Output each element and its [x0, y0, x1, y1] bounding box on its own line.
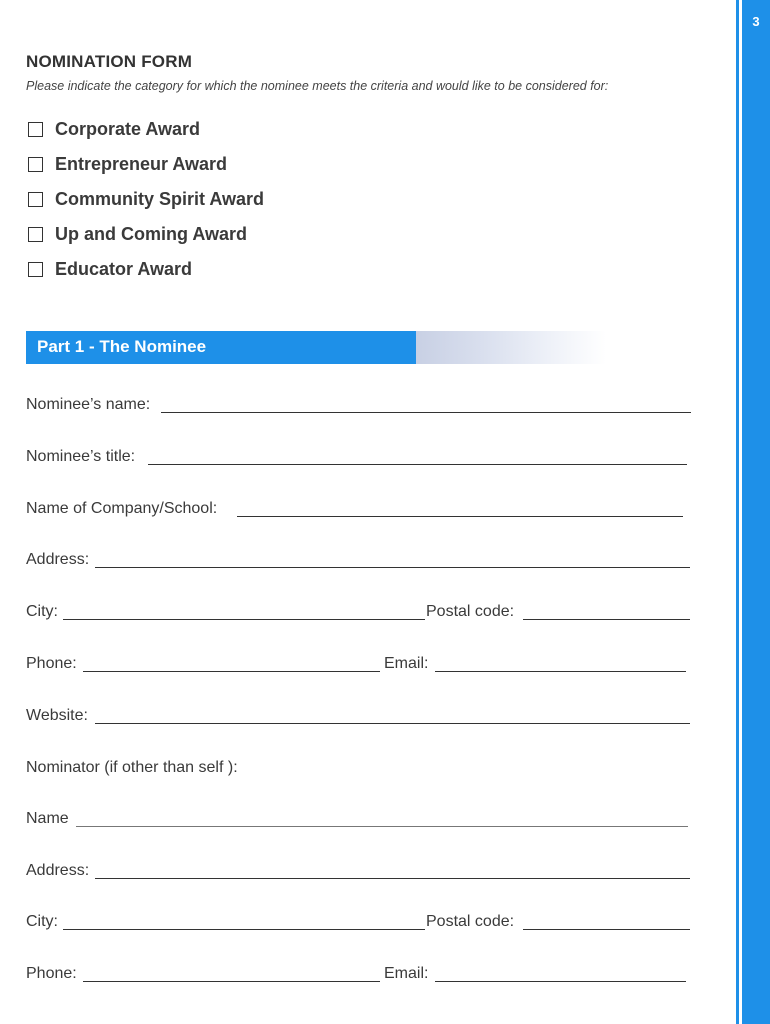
address-field[interactable]: [95, 567, 690, 568]
section-header-fade: [416, 331, 606, 364]
nominator-heading: Nominator (if other than self ):: [26, 759, 238, 776]
form-title: NOMINATION FORM: [26, 52, 193, 71]
award-option-up-and-coming[interactable]: [28, 217, 264, 252]
page-number: 3: [752, 14, 760, 29]
postal-code-label: Postal code:: [426, 603, 515, 620]
nominator-email-field[interactable]: [435, 981, 686, 982]
award-label: Up and Coming Award: [55, 224, 248, 244]
company-label: Name of Company/School:: [26, 500, 218, 517]
nominator-address-field[interactable]: [95, 878, 690, 879]
checkbox-community-spirit-award[interactable]: [28, 192, 43, 207]
postal-code-field[interactable]: [523, 619, 690, 620]
award-option-educator[interactable]: [28, 252, 264, 287]
section-title: Part 1 - The Nominee: [37, 337, 207, 356]
nominee-name-label: Nominee’s name:: [26, 396, 151, 413]
city-label: City:: [26, 603, 58, 620]
checkbox-corporate-award[interactable]: [28, 122, 43, 137]
website-field[interactable]: [95, 723, 690, 724]
side-stripe-thin: [736, 0, 739, 1024]
award-option-corporate[interactable]: [28, 112, 264, 147]
award-label: Community Spirit Award: [55, 189, 265, 209]
nominee-title-field[interactable]: [148, 464, 687, 465]
nominator-city-label: City:: [26, 913, 58, 930]
company-field[interactable]: [237, 516, 683, 517]
nominator-name-field[interactable]: [76, 826, 688, 827]
nominator-address-label: Address:: [26, 862, 90, 879]
email-label: Email:: [384, 655, 429, 672]
award-label: Corporate Award: [55, 119, 201, 139]
nominator-postal-code-field[interactable]: [523, 929, 690, 930]
award-category-list: [28, 112, 264, 287]
phone-label: Phone:: [26, 655, 77, 672]
nominator-postal-code-label: Postal code:: [426, 913, 515, 930]
nominator-phone-field[interactable]: [83, 981, 380, 982]
checkbox-educator-award[interactable]: [28, 262, 43, 277]
nominator-name-label: Name: [26, 810, 69, 827]
nominator-phone-label: Phone:: [26, 965, 77, 982]
award-label: Educator Award: [55, 259, 193, 279]
checkbox-entrepreneur-award[interactable]: [28, 157, 43, 172]
nominator-email-label: Email:: [384, 965, 429, 982]
website-label: Website:: [26, 707, 88, 724]
nominator-city-field[interactable]: [63, 929, 425, 930]
address-label: Address:: [26, 551, 90, 568]
award-option-entrepreneur[interactable]: [28, 147, 264, 182]
nominee-title-label: Nominee’s title:: [26, 448, 136, 465]
email-field[interactable]: [435, 671, 686, 672]
phone-field[interactable]: [83, 671, 380, 672]
side-stripe: [742, 0, 770, 1024]
award-label: Entrepreneur Award: [55, 154, 228, 174]
award-option-community-spirit[interactable]: [28, 182, 264, 217]
nominee-name-field[interactable]: [161, 412, 691, 413]
form-instruction: Please indicate the category for which the nominee meets the criteria and would like to be considered for:: [26, 79, 609, 93]
checkbox-up-and-coming-award[interactable]: [28, 227, 43, 242]
city-field[interactable]: [63, 619, 425, 620]
